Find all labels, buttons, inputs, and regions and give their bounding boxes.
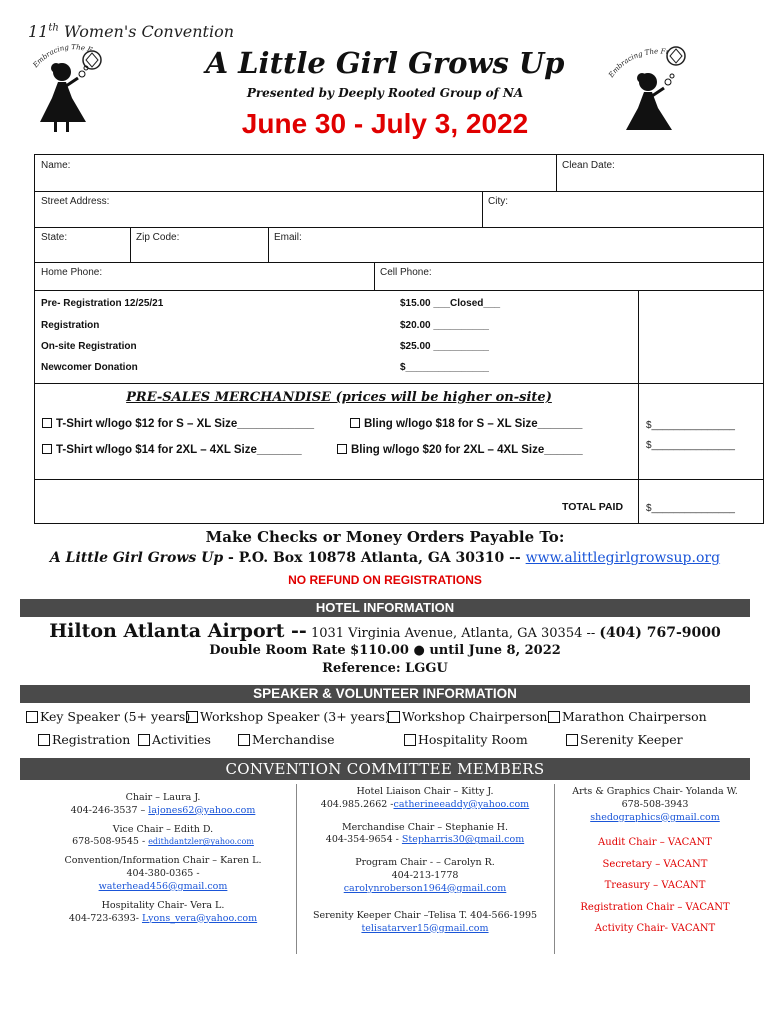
email-link[interactable]: catherineeaddy@yahoo.com (393, 798, 530, 810)
event-dates: June 30 - July 3, 2022 (241, 108, 529, 139)
checkbox-icon[interactable] (42, 418, 52, 428)
checkbox-icon[interactable] (337, 444, 347, 454)
svg-text:Embracing The Freedom: Embracing The F (31, 43, 94, 70)
vacancy-activity: Activity Chair- VACANT (594, 923, 716, 935)
checkbox-icon[interactable] (26, 711, 38, 723)
street-address-field[interactable]: Street Address: (41, 196, 110, 207)
cell-phone-field[interactable]: Cell Phone: (380, 267, 432, 278)
committee-column-1: Chair – Laura J. 404-246-3537 – lajones62@yahoo.com Vice Chair – Edith D. 678-508-9545 - edithdantzler@yahoo.com Convention/Information Chair – Karen L. 404-380-0365 - waterhead456@gmail.com Hospitality Chair- Vera L. 404-723-6393- Lyons_vera@yahoo.com (64, 792, 262, 924)
form-divider (34, 191, 764, 192)
mailing-address: A Little Girl Grows Up - P.O. Box 10878 Atlanta, GA 30310 -- www.alittlegirlgrowsup.org (49, 550, 721, 566)
vacancy-treasury: Treasury – VACANT (604, 880, 706, 892)
checkbox-icon[interactable] (388, 711, 400, 723)
pre-registration-label: Pre- Registration 12/25/21 (41, 298, 164, 309)
form-divider (34, 479, 764, 480)
form-divider (638, 290, 639, 524)
workshop-chairperson-option[interactable]: Workshop Chairperson (388, 709, 547, 724)
serenity-keeper-option[interactable]: Serenity Keeper (566, 732, 683, 747)
checkbox-icon[interactable] (38, 734, 50, 746)
checkbox-icon[interactable] (548, 711, 560, 723)
activities-volunteer-option[interactable]: Activities (138, 732, 211, 747)
form-divider (130, 227, 131, 262)
committee-bar: CONVENTION COMMITTEE MEMBERS (20, 758, 750, 780)
email-link[interactable]: lajones62@yahoo.com (148, 804, 256, 816)
room-rate: Double Room Rate $110.00 ● until June 8, 2022 (209, 643, 561, 658)
newcomer-donation-label: Newcomer Donation (41, 362, 138, 373)
pre-registration-price: $15.00 ___Closed___ (400, 298, 501, 309)
checkbox-icon[interactable] (138, 734, 150, 746)
website-link[interactable]: www.alittlegirlgrowsup.org (525, 550, 721, 566)
total-paid-label: TOTAL PAID (562, 501, 624, 513)
clean-date-field[interactable]: Clean Date: (562, 160, 615, 171)
key-speaker-option[interactable]: Key Speaker (5+ years) (26, 709, 190, 724)
merchandise-heading: PRE-SALES MERCHANDISE (prices will be higher on-site) (126, 390, 552, 405)
event-title: A Little Girl Grows Up (205, 46, 565, 80)
payable-heading: Make Checks or Money Orders Payable To: (205, 528, 565, 546)
bling-s-xl-option[interactable]: Bling w/logo $18 for S – XL Size_______ (350, 418, 582, 430)
no-refund-notice: NO REFUND ON REGISTRATIONS (288, 573, 482, 587)
committee-column-2: Hotel Liaison Chair – Kitty J. 404.985.2662 -catherineeaddy@yahoo.com Merchandise Chair – Stephanie H. 404-354-9654 - Stepharris30@gmail.com Program Chair - – Carolyn R. 404-213-1778 carolynroberson1964@gmail.com Serenity Keeper Chair –Telisa T. 404-566-1995 telisatarver15@gmail.com (312, 786, 538, 934)
registration-form (34, 154, 764, 524)
form-divider (34, 262, 764, 263)
hotel-info-bar: HOTEL INFORMATION (20, 599, 750, 617)
checkbox-icon[interactable] (42, 444, 52, 454)
onsite-registration-label: On-site Registration (41, 341, 137, 352)
merch-amount-1[interactable]: $_______________ (646, 420, 735, 431)
column-divider (554, 784, 555, 954)
state-field[interactable]: State: (41, 232, 68, 243)
payee-name: A Little Girl Grows Up (49, 550, 224, 566)
name-field[interactable]: Name: (41, 160, 71, 171)
form-divider (268, 227, 269, 262)
hospitality-room-option[interactable]: Hospitality Room (404, 732, 528, 747)
bling-2xl-4xl-option[interactable]: Bling w/logo $20 for 2XL – 4XL Size______ (337, 444, 583, 456)
email-link[interactable]: shedographics@gmail.com (590, 811, 720, 823)
vacancy-secretary: Secretary – VACANT (602, 858, 708, 870)
vacancy-audit: Audit Chair – VACANT (598, 837, 712, 849)
committee-members (38, 780, 738, 955)
email-link[interactable]: edithdantzler@yahoo.com (148, 837, 254, 847)
tshirt-2xl-4xl-option[interactable]: T-Shirt w/logo $14 for 2XL – 4XL Size_______ (42, 444, 302, 456)
total-paid-amount[interactable]: $_______________ (646, 503, 735, 514)
svg-text:Embracing The Freedom: Embracing The Fr (608, 47, 670, 80)
committee-column-3: Arts & Graphics Chair- Yolanda W. 678-508-3943 shedographics@gmail.com Audit Chair – VACANT Secretary – VACANT Treasury – VACANT Registration Chair – VACANT Activity Chair- VACANT (560, 786, 750, 961)
event-subtitle: Presented by Deeply Rooted Group of NA (246, 86, 524, 100)
email-link[interactable]: carolynroberson1964@gmail.com (343, 882, 507, 894)
checkbox-icon[interactable] (186, 711, 198, 723)
checkbox-icon[interactable] (350, 418, 360, 428)
form-divider (34, 383, 764, 384)
city-field[interactable]: City: (488, 196, 508, 207)
column-divider (296, 784, 297, 954)
onsite-registration-price[interactable]: $25.00 __________ (400, 341, 489, 352)
merchandise-volunteer-option[interactable]: Merchandise (238, 732, 335, 747)
form-divider (374, 262, 375, 290)
checkbox-icon[interactable] (238, 734, 250, 746)
email-link[interactable]: Lyons_vera@yahoo.com (141, 912, 258, 924)
hotel-line: Hilton Atlanta Airport -- 1031 Virginia Avenue, Atlanta, GA 30354 -- (404) 767-9000 (49, 620, 721, 642)
zip-code-field[interactable]: Zip Code: (136, 232, 180, 243)
email-link[interactable]: telisatarver15@gmail.com (361, 922, 489, 934)
registration-volunteer-option[interactable]: Registration (38, 732, 130, 747)
workshop-speaker-option[interactable]: Workshop Speaker (3+ years) (186, 709, 390, 724)
form-divider (34, 227, 764, 228)
checkbox-icon[interactable] (566, 734, 578, 746)
registration-price[interactable]: $20.00 __________ (400, 320, 489, 331)
hotel-reference: Reference: LGGU (322, 661, 448, 676)
email-link[interactable]: waterhead456@gmail.com (98, 880, 228, 892)
form-divider (556, 154, 557, 191)
convention-edition: 11th Women's Convention (28, 22, 235, 41)
registration-label: Registration (41, 320, 100, 331)
checkbox-icon[interactable] (404, 734, 416, 746)
marathon-chairperson-option[interactable]: Marathon Chairperson (548, 709, 707, 724)
email-link[interactable]: Stepharris30@gmail.com (401, 834, 525, 846)
home-phone-field[interactable]: Home Phone: (41, 267, 103, 278)
email-field[interactable]: Email: (274, 232, 302, 243)
vacancy-registration: Registration Chair – VACANT (580, 901, 730, 913)
form-divider (482, 191, 483, 227)
speaker-volunteer-bar: SPEAKER & VOLUNTEER INFORMATION (20, 685, 750, 703)
newcomer-donation-price[interactable]: $_______________ (400, 362, 489, 373)
form-divider (34, 290, 764, 291)
merch-amount-2[interactable]: $_______________ (646, 440, 735, 451)
tshirt-s-xl-option[interactable]: T-Shirt w/logo $12 for S – XL Size____________ (42, 418, 314, 430)
